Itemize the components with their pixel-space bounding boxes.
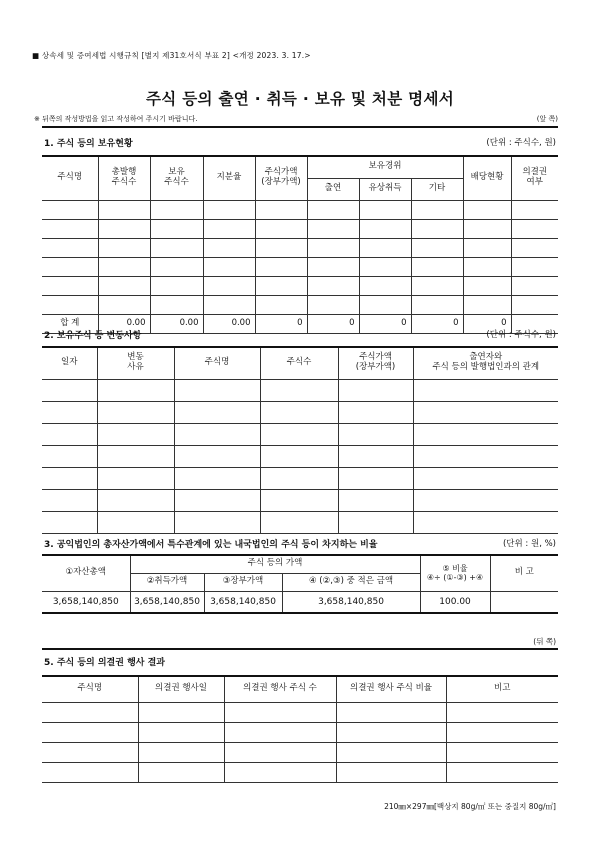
col-lesser-amount: ④ (②,③) 중 적은 금액 [282,573,420,591]
paper-spec-footer: 210㎜×297㎜[백상지 80g/㎡ 또는 중질지 80g/㎡] [384,802,556,811]
col-contribution: 출연 [307,178,359,200]
col-share-count: 주식수 [260,347,338,379]
page-side-label: (앞 쪽) [536,115,558,123]
divider [42,648,558,650]
divider [42,126,558,128]
instruction-notice: ※ 뒤쪽의 작성방법을 읽고 작성하여 주시기 바랍니다. [34,115,198,123]
col-book-value: 주식가액 (장부가액) [338,347,413,379]
total-label: 합 계 [42,314,98,333]
page-title: 주식 등의 출연 · 취득 · 보유 및 처분 명세서 [145,90,454,108]
voting-empty-rows [42,702,558,782]
page-side-label-back: (뒤 쪽) [533,637,556,646]
total-value: 0.00 [150,314,203,333]
section1-unit: (단위 : 주식수, 원) [486,138,556,148]
col-acquisition-value: ②취득가액 [130,573,204,591]
col-stock-name: 주식명 [174,347,260,379]
col-paid-acquisition: 유상취득 [359,178,411,200]
section3-unit: (단위 : 원, %) [502,539,556,549]
total-assets-value: 3,658,140,850 [42,591,130,613]
section3-title: 3. 공익법인의 총자산가액에서 특수관계에 있는 내국법인의 주식 등이 차지하는 비율 [44,540,378,550]
col-voting-ratio: 의결권 행사 주식 비율 [336,676,446,702]
section2-title: 2. 보유주식 등 변동사항 [44,331,142,341]
col-other: 기타 [411,178,463,200]
col-voting-date: 의결권 행사일 [138,676,224,702]
form-reference-note: ■ 상속세 및 증여세법 시행규칙 [별지 제31호서식 부표 2] <개정 2023. 3. 17.> [32,51,311,60]
col-book-value: 주식가액 (장부가액) [255,156,307,200]
total-value: 0.00 [203,314,255,333]
ratio-table [42,554,558,614]
col-stock-name: 주식명 [42,156,98,200]
ratio-header-formula: ④÷ (①-③) +④ [426,573,484,583]
col-stock-value: 주식 등의 가액 [130,555,420,573]
col-held-shares: 보유 주식수 [150,156,203,200]
remarks-value [490,591,558,613]
changes-table [42,346,558,534]
lesser-amount-value: 3,658,140,850 [282,591,420,613]
col-date: 일자 [42,347,97,379]
col-acquisition: 보유경위 [307,156,463,178]
col-remarks: 비 고 [490,555,558,591]
acquisition-value: 3,658,140,850 [130,591,204,613]
col-share-ratio: 지분율 [203,156,255,200]
section1-title: 1. 주식 등의 보유현황 [44,139,133,149]
holdings-empty-rows [42,200,558,314]
col-ratio [420,555,490,591]
ratio-value: 100.00 [420,591,490,613]
col-change-reason: 변동 사유 [97,347,174,379]
total-value: 0 [307,314,359,333]
col-book-value: ③장부가액 [204,573,282,591]
section5-title: 5. 주식 등의 의결권 행사 결과 [44,658,165,668]
col-stock-name: 주식명 [42,676,138,702]
total-value: 0.00 [98,314,150,333]
col-total-assets: ①자산총액 [42,555,130,591]
col-voting: 의결권 여부 [511,156,558,200]
total-value: 0 [411,314,463,333]
col-dividend: 배당현황 [463,156,511,200]
ratio-data-row [42,591,558,613]
changes-empty-rows [42,379,558,533]
col-voting-shares: 의결권 행사 주식 수 [224,676,336,702]
ratio-header-top: ⑤ 비율 [442,564,468,574]
total-value: 0 [463,314,511,333]
col-total-issued: 총발행 주식수 [98,156,150,200]
col-remarks: 비고 [446,676,558,702]
voting-table [42,675,558,783]
holdings-table [42,155,558,334]
section2-unit: (단위 : 주식수, 원) [486,330,556,340]
col-relationship: 출연자와 주식 등의 발행법인과의 관계 [413,347,558,379]
total-value: 0 [255,314,307,333]
book-value: 3,658,140,850 [204,591,282,613]
total-value: 0 [359,314,411,333]
